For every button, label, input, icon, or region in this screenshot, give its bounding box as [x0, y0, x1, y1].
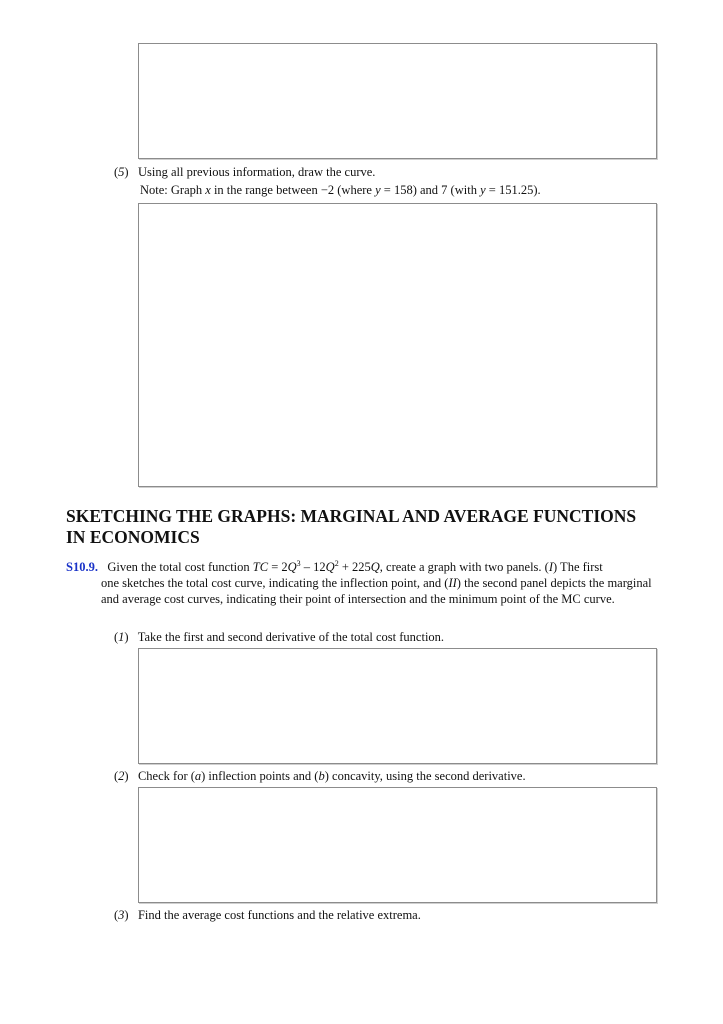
- problem-text: ) the second panel depicts the marginal and average cost curves, indicating their point of intersection and the minimum point of the MC curve.: [101, 576, 652, 606]
- note-text: = 158) and 7 (with: [380, 183, 481, 197]
- item-letter: a: [194, 769, 202, 783]
- item-number: 1: [118, 630, 125, 644]
- exponent: 3: [296, 559, 301, 568]
- item-text: Take the first and second derivative of the total cost function.: [137, 630, 445, 644]
- problem-statement: [66, 559, 658, 607]
- var-q: Q: [287, 560, 297, 574]
- problem-text: – 12: [300, 560, 326, 574]
- problem-text: , create a graph with two panels. (: [379, 560, 549, 574]
- answer-box-item-1[interactable]: [138, 648, 657, 764]
- problem-text: = 2: [268, 560, 288, 574]
- problem-text: Given the total cost function: [107, 560, 253, 574]
- item-3: (3) Find the average cost functions and the relative extrema.: [114, 908, 421, 922]
- roman-numeral: I: [548, 560, 553, 574]
- item-number: 5: [118, 165, 125, 179]
- problem-id: S10.9.: [66, 560, 98, 574]
- section-heading: [66, 506, 666, 548]
- section-heading-line: IN ECONOMICS: [66, 527, 200, 547]
- item-text: ) inflection points and (: [201, 769, 319, 783]
- section-heading-line: SKETCHING THE GRAPHS: MARGINAL AND AVERAGE FUNCTIONS: [66, 506, 637, 526]
- graph-note: [140, 182, 541, 198]
- note-var-y: y: [480, 183, 486, 197]
- item-2: (2) Check for (a) inflection points and (b) concavity, using the second derivative.: [114, 769, 526, 783]
- item-text: Using all previous information, draw the curve.: [137, 165, 376, 179]
- problem-text: + 225: [338, 560, 371, 574]
- item-number: 2: [118, 769, 125, 783]
- item-text: Check for (: [137, 769, 195, 783]
- roman-numeral: II: [448, 576, 457, 590]
- exponent: 2: [334, 559, 339, 568]
- var-q: Q: [370, 560, 380, 574]
- note-text: Note: Graph: [140, 183, 206, 197]
- note-text: in the range between −2 (where: [210, 183, 376, 197]
- item-text: Find the average cost functions and the relative extrema.: [137, 908, 421, 922]
- item-5: (5) Using all previous information, draw the curve.: [114, 165, 376, 179]
- item-letter: b: [318, 769, 325, 783]
- var-q: Q: [325, 560, 335, 574]
- var-tc: TC: [252, 560, 269, 574]
- item-text: ) concavity, using the second derivative.: [324, 769, 526, 783]
- note-var-x: x: [205, 183, 211, 197]
- answer-box-previous[interactable]: [138, 43, 657, 159]
- problem-rest: [66, 575, 658, 607]
- item-number: 3: [118, 908, 125, 922]
- problem-text: one sketches the total cost curve, indicating the inflection point, and (: [101, 576, 449, 590]
- answer-box-item-2[interactable]: [138, 787, 657, 903]
- item-1: (1) Take the first and second derivative of the total cost function.: [114, 630, 445, 644]
- answer-box-item-5[interactable]: [138, 203, 657, 487]
- problem-text: ) The first: [553, 560, 603, 574]
- note-var-y: y: [375, 183, 381, 197]
- note-text: = 151.25).: [485, 183, 541, 197]
- problem-first-line: [66, 559, 658, 575]
